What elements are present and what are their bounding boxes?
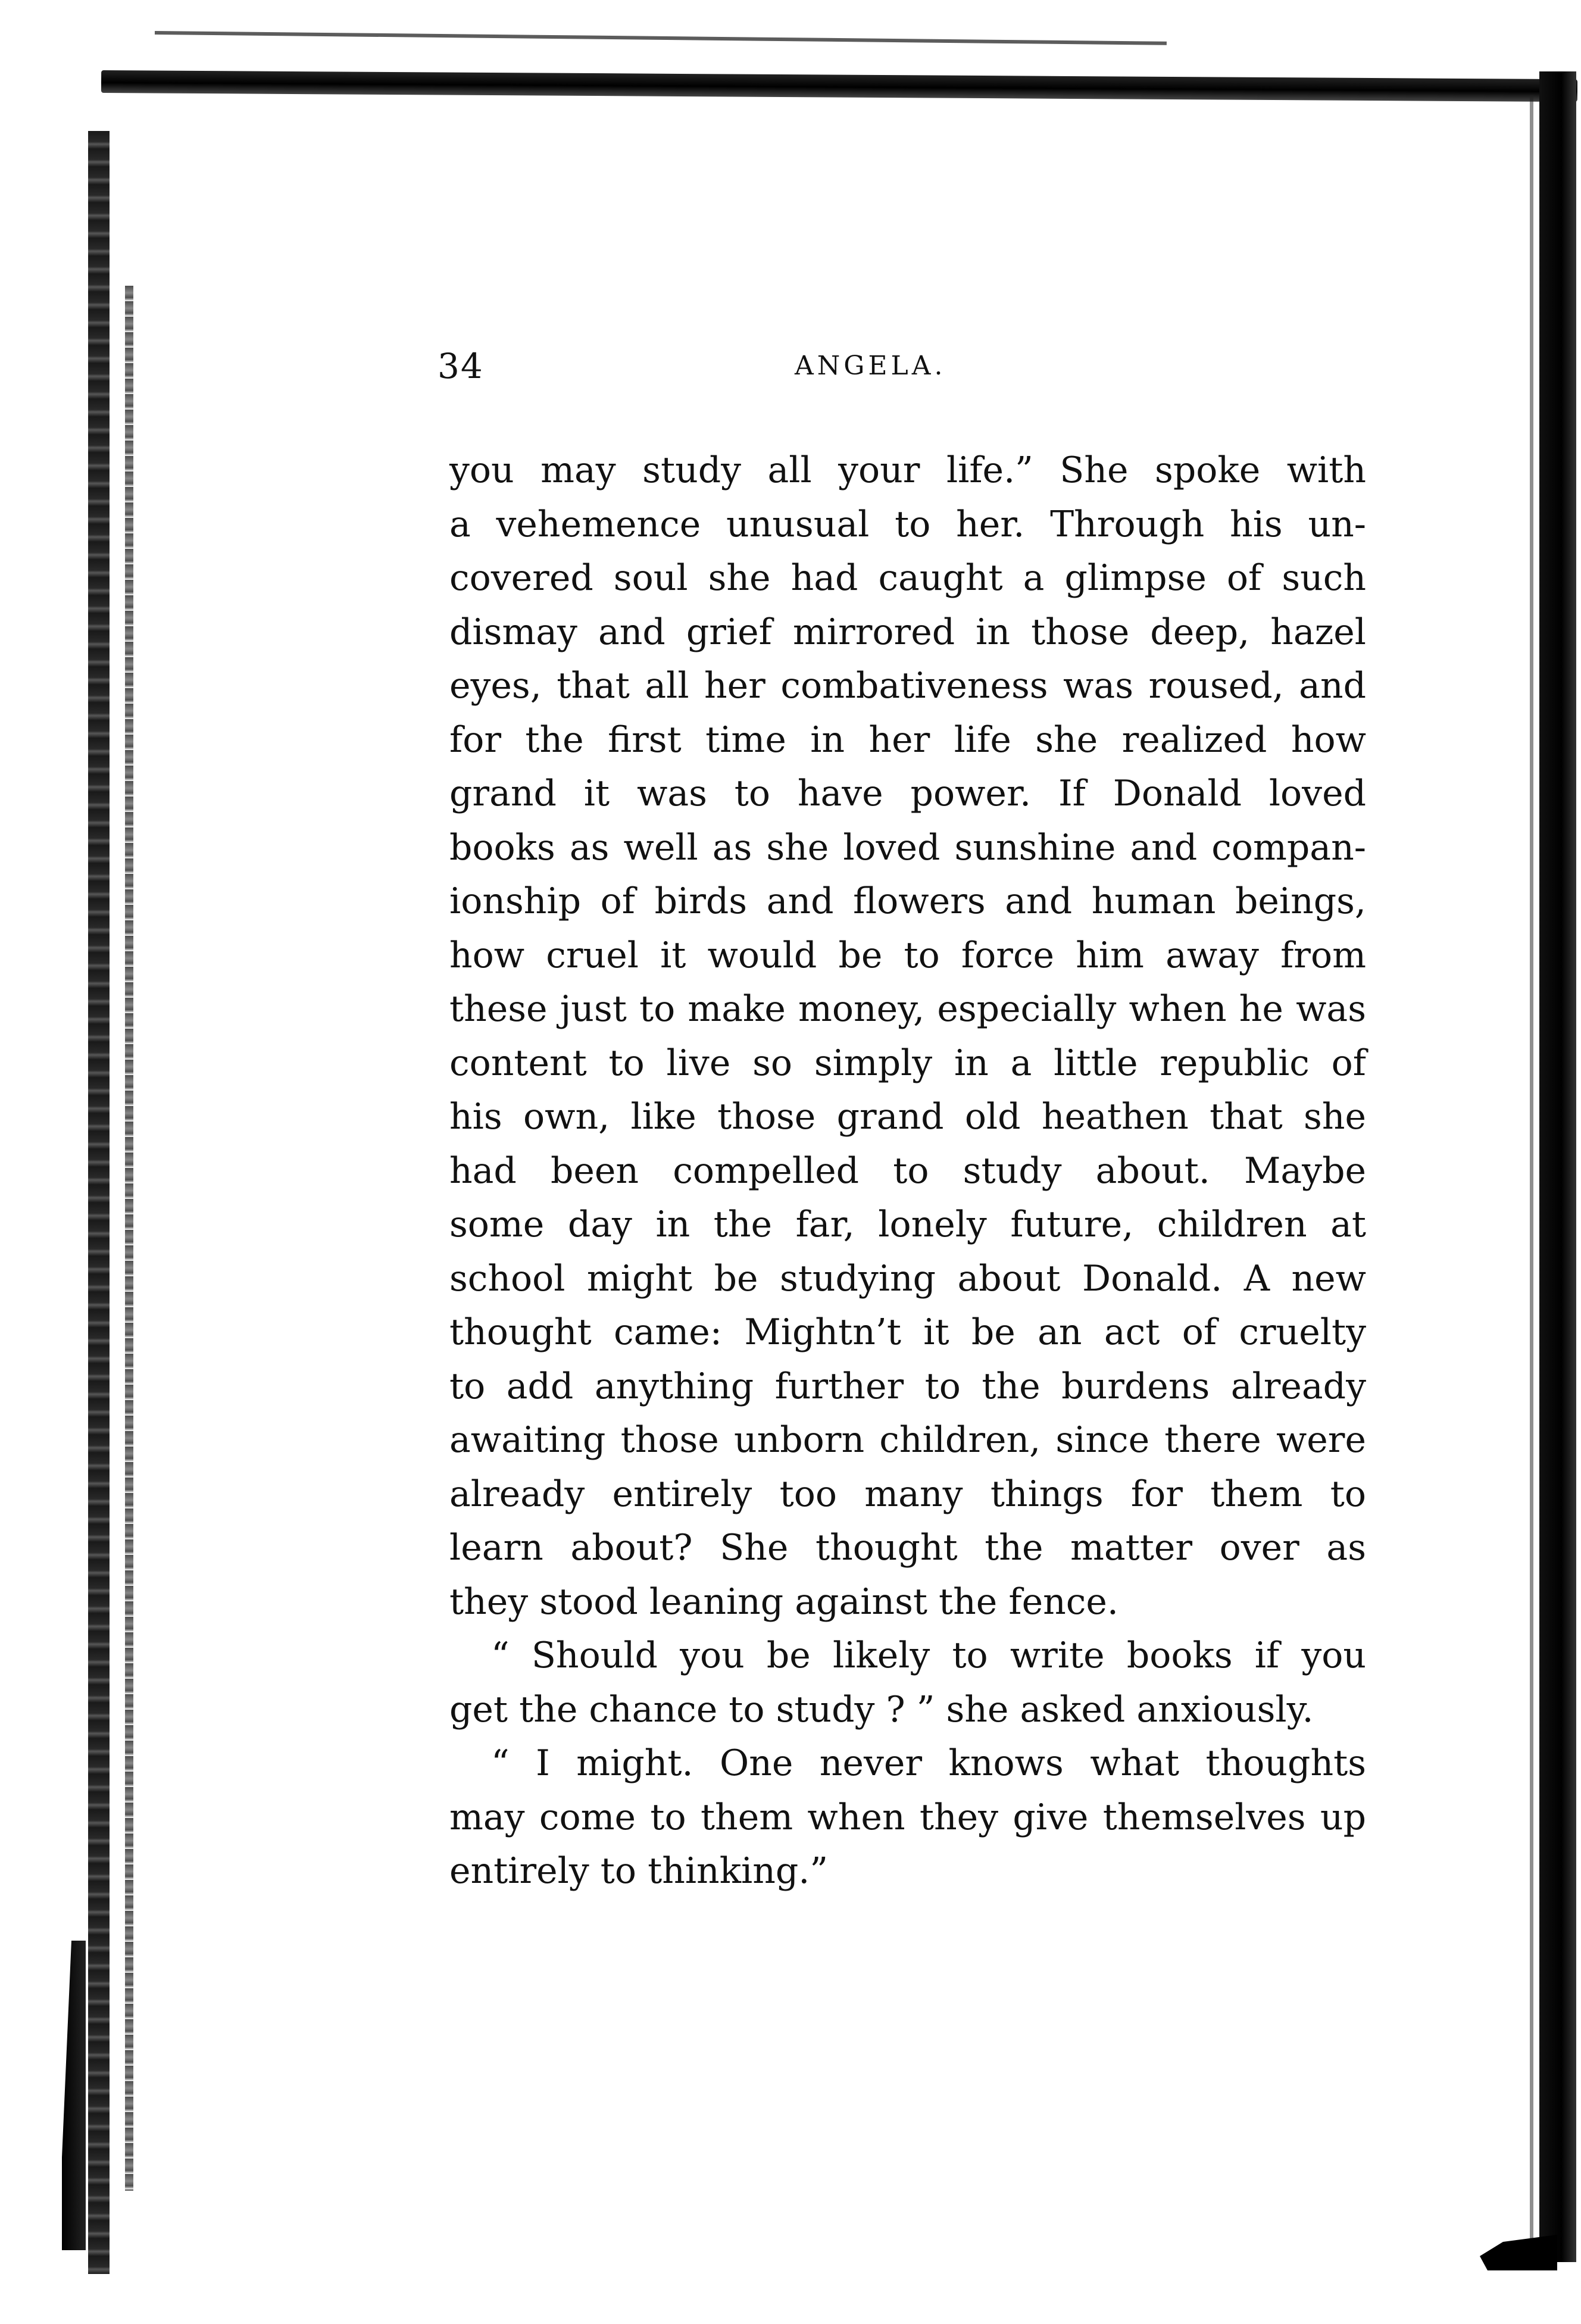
text-line: some day in the far, lonely future, children at <box>449 1204 1366 1245</box>
text-line: awaiting those unborn children, since there were <box>449 1419 1366 1461</box>
running-title: ANGELA. <box>795 351 946 381</box>
text-line: they stood leaning against the fence. <box>449 1580 1118 1623</box>
text-line: for the first time in her life she realized how <box>449 719 1366 761</box>
text-line: thought came: Mightn’t it be an act of cruelty <box>449 1311 1366 1353</box>
scan-edge-right-inner <box>1530 95 1533 2238</box>
body-text <box>449 443 1366 1898</box>
text-line: how cruel it would be to force him away from <box>449 934 1366 976</box>
scan-corner-bottom-right <box>1480 2235 1557 2270</box>
scan-edge-top <box>101 70 1577 102</box>
scan-edge-left <box>88 131 110 2274</box>
text-line: these just to make money, especially when he was <box>449 988 1366 1030</box>
text-line: may come to them when they give themselves up <box>449 1796 1366 1838</box>
text-line: had been compelled to study about. Maybe <box>449 1149 1366 1192</box>
text-line: books as well as she loved sunshine and compan- <box>449 826 1366 869</box>
text-line: grand it was to have power. If Donald loved <box>449 773 1366 814</box>
page-number: 34 <box>438 346 484 386</box>
text-line: ionship of birds and flowers and human beings, <box>449 880 1366 922</box>
text-line: already entirely too many things for them to <box>449 1473 1366 1515</box>
text-line: content to live so simply in a little republic of <box>449 1042 1366 1084</box>
text-line: his own, like those grand old heathen that she <box>449 1096 1366 1138</box>
text-line: dismay and grief mirrored in those deep, hazel <box>449 611 1366 653</box>
scan-edge-left-bottom <box>62 1941 86 2250</box>
text-line: a vehemence unusual to her. Through his un- <box>449 503 1366 545</box>
scan-edge-top-thin <box>155 31 1167 45</box>
text-line: school might be studying about Donald. A new <box>449 1257 1366 1300</box>
text-line: entirely to thinking.” <box>449 1850 829 1892</box>
text-line: eyes, that all her combativeness was roused, and <box>449 665 1366 707</box>
text-line: learn about? She thought the matter over as <box>449 1527 1366 1569</box>
text-line: “ I might. One never knows what thoughts <box>491 1742 1366 1784</box>
running-head <box>438 342 1378 390</box>
scan-edge-right <box>1539 71 1576 2262</box>
text-line: to add anything further to the burdens already <box>449 1365 1366 1407</box>
text-line: get the chance to study ? ” she asked anxiously. <box>449 1688 1314 1730</box>
text-line: you may study all your life.” She spoke with <box>449 449 1366 491</box>
text-line: “ Should you be likely to write books if you <box>491 1635 1366 1676</box>
scan-edge-left-secondary <box>125 286 133 2191</box>
text-line: covered soul she had caught a glimpse of such <box>449 557 1366 599</box>
